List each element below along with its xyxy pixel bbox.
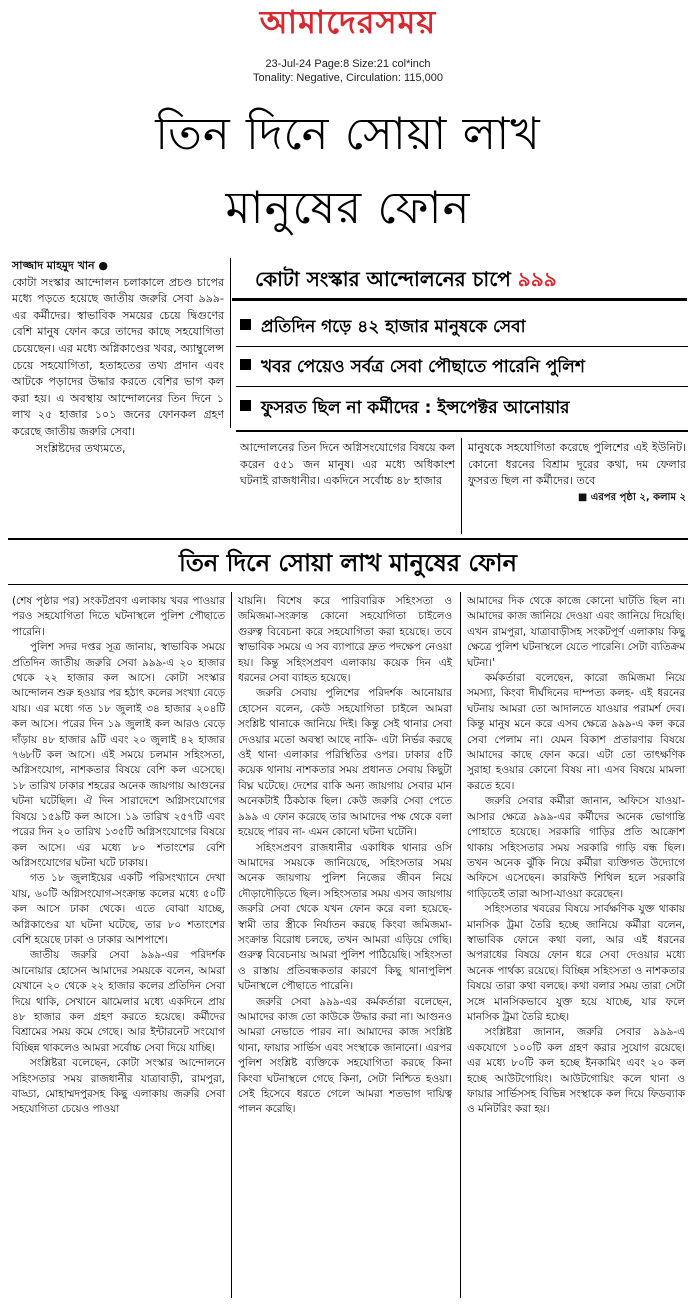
paragraph: গত ১৮ জুলাইয়ের একটি পরিসংখ্যানে দেখা যায়, ৬০টি অগ্নিসংযোগ-সংক্রান্ত কলের মধ্যে ৫০টি কল আসে ঢাকা থেকে। এতে বোঝা যাচ্ছে, অগ্নিকাণ্ডের যা ঘটনা ঘটেছে, তার ৮০ শতাংশের বেশি হয়েছে ঢাকা ও ঢাকার আশপাশে। (12, 872, 225, 946)
newspaper-masthead: আমাদেরসময় (259, 3, 437, 41)
quota-title-text: কোটা সংস্কার আন্দোলনের চাপে (255, 267, 511, 291)
square-bullet-icon (240, 400, 251, 411)
byline: সাজ্জাদ মাহমুদ খান ● (12, 259, 108, 272)
continuation-column-3 (467, 594, 685, 1118)
bullet-text: প্রতিদিন গড়ে ৪২ হাজার মানুষকে সেবা (261, 317, 526, 337)
continuation-column-1 (12, 594, 225, 1118)
clipping-meta-line2: Tonality: Negative, Circulation: 115,000 (253, 72, 443, 84)
paragraph: (শেষ পৃষ্ঠার পর) সংকটপ্রবণ এলাকায় খবর পাওয়ার পরও সহযোগিতা দিতে ঘটনাস্থলে পুলিশ পৌছাতে পারেনি। (12, 595, 225, 638)
emergency-number: ৯৯৯ (517, 267, 557, 291)
lead-paragraph-2: সংশ্লিষ্টদের তথ্যমতে, (36, 441, 126, 455)
box-bullet-3 (240, 395, 690, 421)
paragraph: সংশ্লিষ্টরা জানান, জরুরি সেবার ৯৯৯-এ একযোগে ১০০টি কল গ্রহণ করার সুযোগ রয়েছে। এর মধ্যে ৮০টি কল হচ্ছে ইনকামিং এবং ২০ কল হচ্ছে আউটগোয়িং। আউটগোয়িং কলে থানা ও ফায়ার সার্ভিসসহ বিভিন্ন সংস্থাকে কল দিয়ে ফিডব্যাক ও মনিটরিং করা হয়। (467, 1026, 685, 1116)
paragraph: সংশ্লিষ্টরা বলেছেন, কোটা সংস্কার আন্দোলনে সহিংসতার সময় রাজধানীর যাত্রাবাড়ী, রামপুরা, বাড্ডা, মোহাম্মদপুরসহ কিছু এলাকায় জরুরি সেবা সহযোগিতা চেয়েও পাওয়া (12, 1057, 225, 1116)
paragraph: সহিংসপ্রবণ রাজধানীর একাধিক থানার ওসি আমাদের সময়কে জানিয়েছে, সহিংসতার সময় অনেক জায়গায় পুলিশ নিজের জীবন নিয়ে দৌড়াদৌড়িতে ছিল। সহিংসতার সময় এসব জায়গায় জরুরি সেবা থেকে যখন ফোন করে বলা হয়েছে- স্বামী তার স্ত্রীকে নির্যাতন করছে কিংবা জমিজমা-সংক্রান্ত বিরোধ চলছে, তখন আমরা এড়িয়ে গেছি। গুরুত্ব বিবেচনায় আমরা পুলিশ পাঠিয়েছি। সহিংসতা ও রাস্তায় প্রতিবন্ধকতার কারণে কিছু থানাপুলিশ ঘটনাস্থলে পৌছাতে পারেনি। (238, 841, 452, 993)
bullet-text: খবর পেয়েও সর্বত্র সেবা পৌছাতে পারেনি পুলিশ (261, 357, 585, 377)
bullet-divider (236, 386, 688, 387)
headline-line2: মানুষের ফোন (225, 181, 471, 234)
continuation-rule (8, 584, 688, 585)
column-divider (461, 438, 462, 534)
lead-col2-text: আন্দোলনের তিন দিনে অগ্নিসংযোগের বিষয়ে কল করেন ৫৫১ জন মানুষ। এর মধ্যে অধিকাংশ ঘটনাই রাজধানীর। একদিনে সর্বোচ্চ ৪৮ হাজার (240, 441, 455, 488)
lead-column-3 (468, 440, 686, 506)
paragraph: জরুরি সেবার কর্মীরা জানান, অফিসে যাওয়া-আসার ক্ষেত্রে ৯৯৯-এর কর্মীদের অনেক ভোগান্তি পোহাতে হয়েছে। সরকারি গাড়ির প্রতি আক্রোশ থাকায় সহিংসতার সময় সরকারি গাড়ি বন্ধ ছিল। তখন অনেক ঝুঁকি নিয়ে কর্মীরা ব্যক্তিগত উদ্যোগে অফিসে এসেছেন। কারফিউ শিথিল হলে সরকারি গাড়িতেই তারা আসা-যাওয়া করেছেন। (467, 795, 685, 900)
paragraph: সহিংসতার খবরের বিষয়ে সার্বক্ষণিক যুক্ত থাকায় মানসিক ট্রমা তৈরি হচ্ছে জানিয়ে কর্মীরা বলেন, স্বাভাবিক ফোনে কথা বলা, আর এই ধরনের অপরাধের বিষয়ে ফোন ধরে সেবা দেওয়ার মধ্যে অনেক পার্থক্য রয়েছে। বিচ্ছিন্ন সহিংসতা ও নাশকতার বিষয়ে তারা কথা বলছে। কথা বলার সময় তারা সেটা সঙ্গে মানসিকভাবে যুক্ত হয়ে যাচ্ছে, যার ফলে মানসিক ট্রমা তৈরি হচ্ছে। (467, 903, 685, 1023)
lead-paragraph: কোটা সংস্কার আন্দোলন চলাকালে প্রচণ্ড চাপের মধ্যে পড়তে হয়েছে জাতীয় জরুরি সেবা ৯৯৯-এর কর্মীদের। স্বাভাবিক সময়ের চেয়ে দ্বিগুণের বেশি মানুষ ফোন করে তাদের কাছে সহযোগিতা চেয়েছেন। এর মধ্যে অগ্নিকাণ্ডের খবর, অ্যাম্বুলেন্স চেয়ে সহযোগিতা, হতাহতের তথ্য প্রদান এবং আটকে পড়াদের উদ্ধার করতে বেশির ভাগ কল করা হয়। এ অবস্থায় আন্দোলনের তিন দিনে ১ লাখ ২৫ হাজার ১০১ জনের ফোনকল গ্রহণ করেছে জাতীয় জরুরি সেবা। (12, 275, 224, 438)
box-bottom-rule (236, 430, 688, 432)
continuation-column-2 (238, 594, 452, 1118)
continuation-heading: তিন দিনে সোয়া লাখ মানুষের ফোন (179, 549, 517, 577)
paragraph: পুলিশ সদর দপ্তর সূত্র জানায়, স্বাভাবিক সময়ে প্রতিদিন জাতীয় জরুরি সেবা ৯৯৯-এ ২০ হাজার থেকে ২২ হাজার কল আসে। কোটা সংস্কার আন্দোলন শুরু হওয়ার পর হঠাৎ কলের সংখ্যা বেড়ে যায়। এর মধ্যে গত ১৮ জুলাই ৩৪ হাজার ২০৪টি কল আসে। পরের দিন ১৯ জুলাই কল আরও বেড়ে দাঁড়ায় ৪৮ হাজার ৯টি এবং ২০ জুলাই ৪২ হাজার ৭৬৮টি কল আসে। এই সময়ে চলমান সহিংসতা, অগ্নিসংযোগ, নাশকতার বিষয়ে বেশি কল এসেছে। ১৮ তারিখ ঢাকার শহরের অনেক জায়গায় আগুনের ঘটনা ঘটেছিল। ঐ দিন সারাদেশে অগ্নিসংযোগের বিষয়ে ১৫৯টি কল আসে। ১৯ তারিখ ২৫৭টি এবং পরের দিন ২০ তারিখ ১৩৫টি অগ্নিসংযোগের বিষয়ে কল আসে। এর মধ্যে ৮০ শতাংশের বেশি অগ্নিসংযোগের ঘটনা ঘটে ঢাকায়। (12, 641, 225, 869)
paragraph: জরুরি সেবায় পুলিশের পরিদর্শক আনোয়ার হোসেন বলেন, কেউ সহযোগিতা চাইলে আমরা সংশ্লিষ্ট থানাকে জানিয়ে দিই। কিন্তু সেই থানার সেবা দেওয়ার মতো অবস্থা আছে নাকি- এটা নির্ভর করছে ওই থানা এলাকার পরিস্থিতির ওপর। ঢাকার ৫টি কয়েক থানায় নাশকতার সময় প্রধানত সেবায় কিছুটা বিঘ্ন ঘটেছে। দেশের বাকি অন্য জায়গায় সেবার মান অনেকটাই ঠিকঠাক ছিল। কেউ জরুরি সেবা পেতে ৯৯৯ এ ফোন করেছে তার আমাদের পক্ষ থেকে বলা হয়েছে পারব না- এমন কোনো ঘটনা ঘটেনি। (238, 687, 452, 839)
paragraph: আমাদের দিক থেকে কাজে কোনো ঘাটতি ছিল না। আমাদের কাজ জানিয়ে দেওয়া এবং জানিয়ে দিয়েছি। এখন রামপুরা, যাত্রাবাড়ীসহ সংকটপূর্ণ এলাকায় কিছু ক্ষেত্রে পুলিশ ঘটনাস্থলে যেতে পারেনি। সেটা ব্যতিক্রম ঘটনা।' (467, 595, 685, 669)
section-rule (8, 538, 688, 540)
headline-line1: তিন দিনে সোয়া লাখ (155, 107, 541, 160)
paragraph: কর্মকর্তারা বলেছেন, কারো জমিজমা নিয়ে সমস্যা, কিংবা দীর্ঘদিনের দাম্পত্য কলহ- এই ধরনের ঘটনায় আমরা তো আদালতে যাওয়ার পরামর্শ দেব। কিন্তু মানুষ মনে করে এসব ক্ষেত্রে ৯৯৯-এ কল করে সেবা পেলাম না। যেমন বিকাশ প্রতারণার বিষয়ে আমাদের কাছে ফোন করে। এটা তো তাৎক্ষণিক সুরাহা হওয়ার কোনো বিষয় না। এসব বিষয়ে মামলা করতে হবে। (467, 672, 685, 792)
lead-col3-text: মানুষকে সহযোগিতা করেছে পুলিশের এই ইউনিট। কোনো ধরনের বিশ্রাম দূরের কথা, দম ফেলার ফুসরত ছিল না কর্মীদের। তবে (468, 441, 686, 488)
column-divider (231, 592, 232, 1298)
paragraph: জাতীয় জরুরি সেবা ৯৯৯-এর পরিদর্শক আনোয়ার হোসেন আমাদের সময়কে বলেন, আমরা যেখানে ২০ থেকে ২২ হাজার কলের প্রতিদিন সেবা দিয়ে থাকি, সেখানে ঝামেলার মধ্যে একদিনে প্রায় ৪৮ হাজার কল গ্রহণ করতে হয়েছে। কর্মীদের বিশ্রামের সময় কমে গেছে। আর ইন্টারনেট সংযোগ বিচ্ছিন্ন থাকলেও আমরা সর্বোচ্চ সেবা দিয়ে যাচ্ছি। (12, 949, 225, 1054)
box-bullet-2 (240, 354, 690, 380)
box-left-rule (230, 258, 231, 428)
square-bullet-icon (240, 319, 251, 330)
clipping-meta-line1: 23-Jul-24 Page:8 Size:21 col*inch (265, 58, 431, 70)
lead-column (12, 258, 224, 457)
square-bullet-icon (240, 359, 251, 370)
lead-column-2 (240, 440, 455, 490)
bullet-text: ফুসরত ছিল না কর্মীদের : ইন্সপেক্টর আনোয়ার (261, 398, 570, 418)
paragraph: যায়নি। বিশেষ করে পারিবারিক সহিংসতা ও জমিজমা-সংক্রান্ত কোনো সহযোগিতা চাইলেও গুরুত্ব বিবেচনা করে সহযোগিতা করা হয়েছে। তবে স্বাভাবিক সময়ে এ সব ব্যাপারে দ্রুত পদক্ষেপ নেওয়া হয়। কিন্তু সহিংসপ্রবণ এলাকায় কয়েক দিন এই ধরনের সেবা ব্যাহত হয়েছে। (238, 595, 452, 685)
bullet-divider (236, 346, 688, 347)
quota-box-title (255, 262, 685, 296)
column-divider (460, 592, 461, 1298)
jump-line: ■ এরপর পৃষ্ঠা ২, কলাম ২ (577, 491, 686, 503)
box-bullet-1 (240, 314, 690, 340)
paragraph: জরুরি সেবা ৯৯৯-এর কর্মকর্তারা বলেছেন, আমাদের কাজ তো কাউকে উদ্ধার করা না। আগুনও আমরা নেভাতে পারব না। আমাদের কাজ সংশ্লিষ্ট থানা, ফায়ার সার্ভিস এবং সংস্থাকে জানানো। এরপর পুলিশ সংশ্লিষ্ট ব্যক্তিকে সহযোগিতা করছে কিনা কিংবা ঘটনাস্থলে গেছে কিনা, সেটা নিশ্চিত হওয়া। সেই হিসেবে ধরতে গেলে আমরা শতভাগ দায়িত্ব পালন করেছি। (238, 995, 452, 1116)
